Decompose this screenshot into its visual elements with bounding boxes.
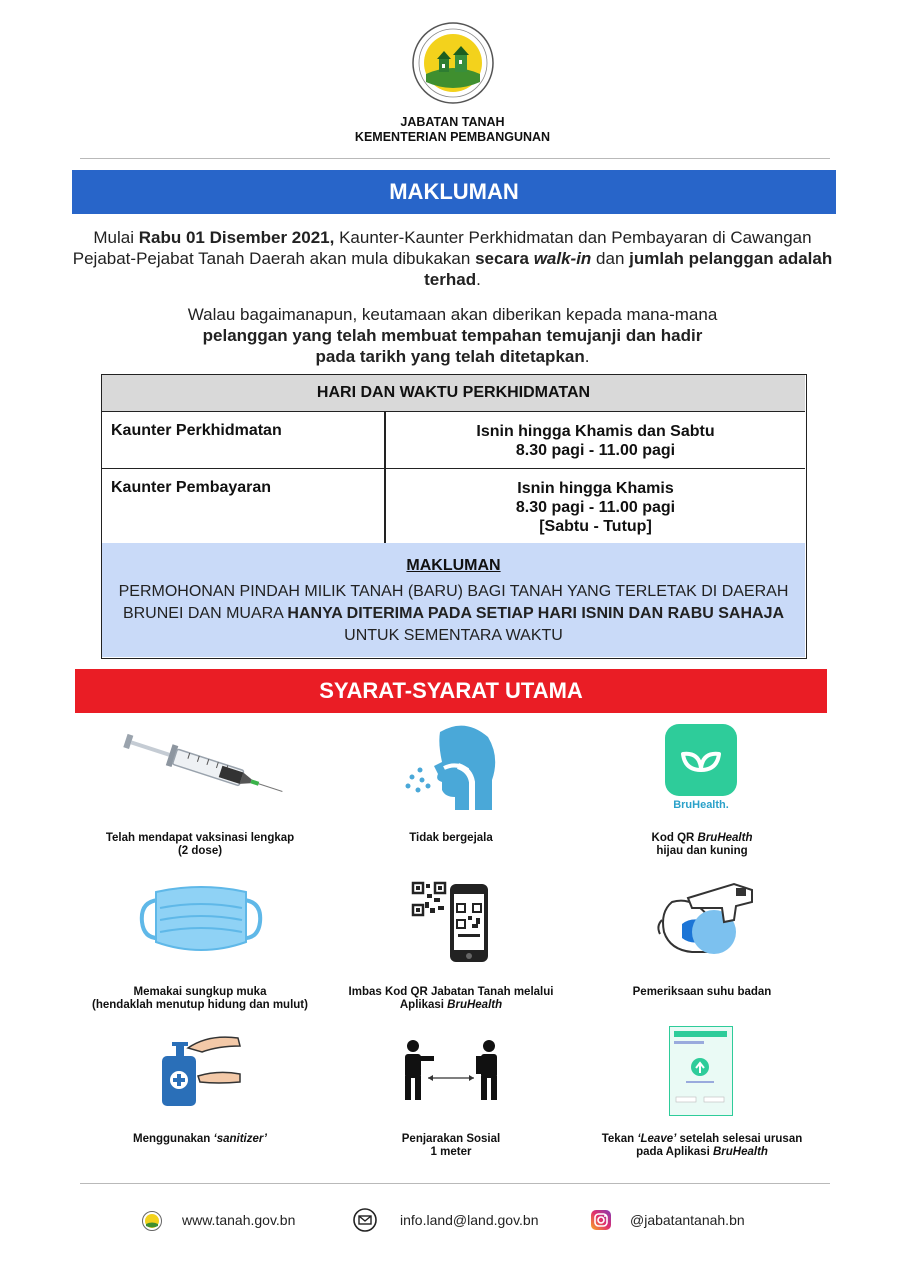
phone-app-screen-icon — [669, 1026, 733, 1116]
syarat-banner: SYARAT-SYARAT UTAMA — [75, 669, 827, 713]
ministry-name: KEMENTERIAN PEMBANGUNAN — [354, 130, 551, 144]
notice-paragraph-2: Walau bagaimanapun, keutamaan akan diberikan kepada mana-mana pelanggan yang telah membuat tempahan temujanji dan hadir pada tarikh yang telah ditetapkan. — [187, 305, 718, 366]
instagram-handle[interactable]: @jabatantanah.bn — [630, 1212, 745, 1228]
requirement-label: Kod QR BruHealth hijau dan kuning — [651, 832, 753, 857]
row-hours: Isnin hingga Khamis 8.30 pagi - 11.00 pagi [Sabtu - Tutup] — [515, 480, 676, 535]
sanitizer-icon — [158, 1030, 244, 1110]
requirement-label: Tidak bergejala — [409, 832, 493, 844]
email-icon — [353, 1208, 377, 1232]
face-mask-icon — [138, 882, 264, 958]
website-link[interactable]: www.tanah.gov.bn — [182, 1212, 296, 1228]
table-notice — [102, 543, 805, 657]
requirement-label: Menggunakan ‘sanitizer’ — [133, 1133, 267, 1145]
header-divider — [80, 158, 830, 159]
jabatan-tanah-logo — [412, 22, 494, 104]
row-label: Kaunter Pembayaran — [111, 479, 272, 496]
table-row — [102, 412, 805, 469]
requirement-label: Pemeriksaan suhu badan — [632, 986, 772, 998]
email-link[interactable]: info.land@land.gov.bn — [400, 1212, 539, 1228]
bruhealth-label: BruHealth. — [673, 799, 729, 811]
makluman-banner: MAKLUMAN — [72, 170, 836, 214]
thermometer-scan-icon — [648, 876, 760, 960]
instagram-icon — [591, 1210, 611, 1230]
column-divider — [384, 412, 386, 543]
notice-body: PERMOHONAN PINDAH MILIK TANAH (BARU) BAGI TANAH YANG TERLETAK DI DAERAH BRUNEI DAN MUARA HANYA DITERIMA PADA SETIAP HARI ISNIN DAN RABU SAHAJA UNTUK SEMENTARA WAKTU — [118, 583, 789, 644]
social-distancing-icon — [396, 1040, 506, 1102]
service-hours-table — [101, 374, 807, 659]
requirement-label: Telah mendapat vaksinasi lengkap (2 dose) — [105, 832, 295, 857]
qr-phone-icon — [410, 880, 494, 964]
footer-divider — [80, 1183, 830, 1184]
notice-paragraph-1: Mulai Rabu 01 Disember 2021, Kaunter-Kaunter Perkhidmatan dan Pembayaran di Cawangan Pejabat-Pejabat Tanah Daerah akan mula dibukakan secara walk-in dan jumlah pelanggan adalah terhad. — [72, 228, 833, 289]
row-label: Kaunter Perkhidmatan — [111, 422, 282, 439]
coughing-head-icon — [400, 722, 500, 814]
requirement-label: Tekan ‘Leave’ setelah selesai urusan pada Aplikasi BruHealth — [601, 1133, 803, 1158]
requirement-label: Penjarakan Sosial 1 meter — [401, 1133, 501, 1158]
org-name: JABATAN TANAH — [400, 115, 505, 129]
row-hours: Isnin hingga Khamis dan Sabtu 8.30 pagi - 11.00 pagi — [476, 423, 715, 459]
syringe-icon — [110, 730, 290, 810]
bruhealth-app-icon — [665, 724, 737, 796]
notice-title: MAKLUMAN — [406, 557, 501, 574]
table-heading: HARI DAN WAKTU PERKHIDMATAN — [102, 375, 805, 412]
globe-logo-icon — [142, 1211, 162, 1231]
requirement-label: Imbas Kod QR Jabatan Tanah melalui Aplikasi BruHealth — [348, 986, 554, 1011]
requirement-label: Memakai sungkup muka (hendaklah menutup hidung dan mulut) — [92, 986, 308, 1011]
table-row — [102, 469, 805, 544]
